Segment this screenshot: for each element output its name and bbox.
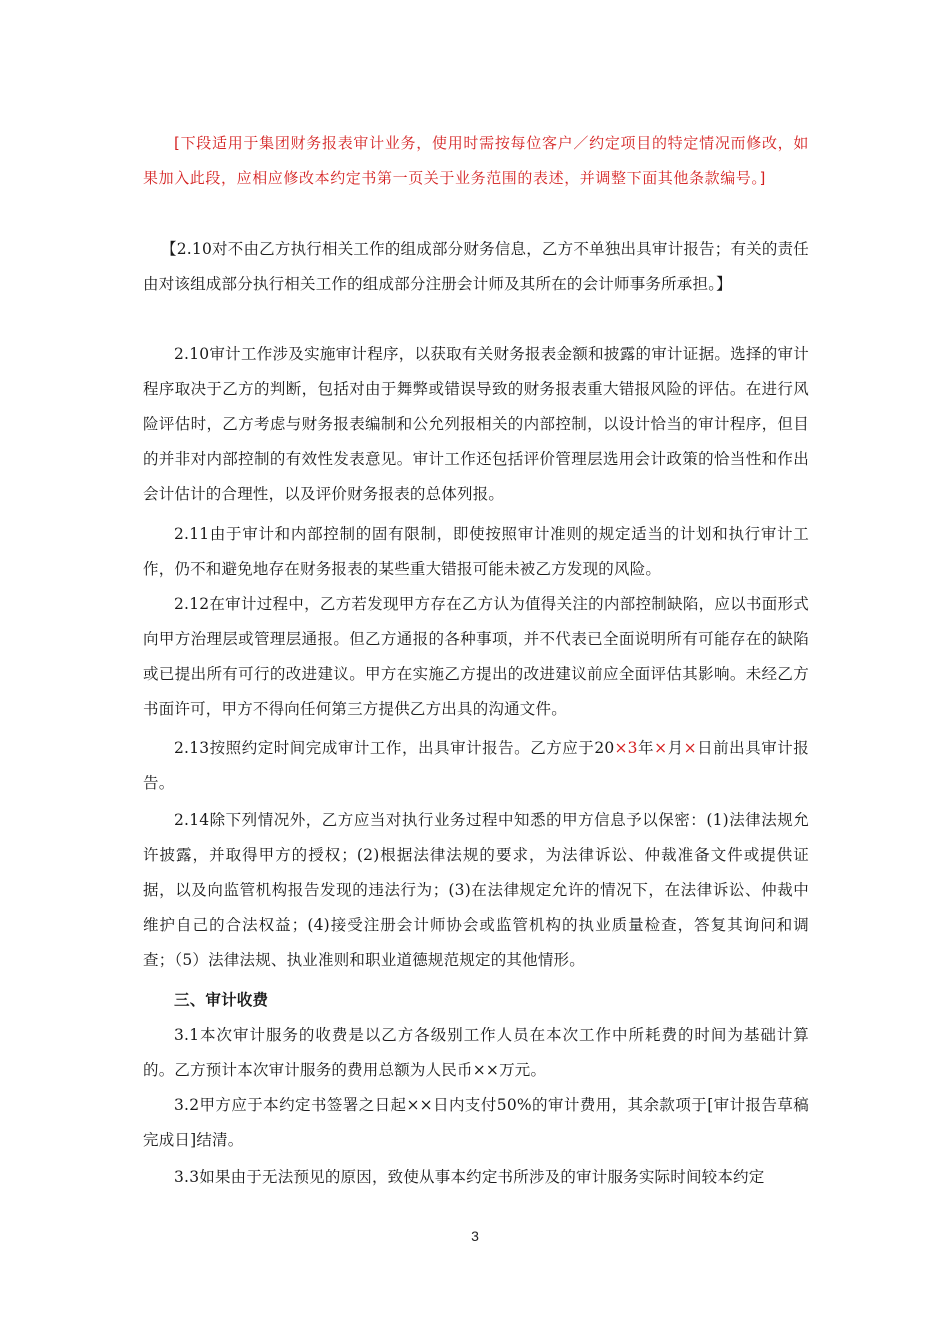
clause-2-11: 2.11由于审计和内部控制的固有限制，即使按照审计准则的规定适当的计划和执行审计工作，仍不和避免地存在财务报表的某些重大错报可能未被乙方发现的风险。 xyxy=(143,525,809,578)
placeholder-month: × xyxy=(654,739,668,757)
optional-clause xyxy=(143,232,809,302)
clause-3-3: 3.3如果由于无法预见的原因，致使从事本约定书所涉及的审计服务实际时间较本约定 xyxy=(174,1168,765,1186)
template-instruction-note: [下段适用于集团财务报表审计业务，使用时需按每位客户／约定项目的特定情况而修改，如果加入此段，应相应修改本约定书第一页关于业务范围的表述，并调整下面其他条款编号。] xyxy=(143,134,809,187)
section-3-heading-block xyxy=(143,983,809,1018)
placeholder-day: × xyxy=(683,739,697,757)
clause-2-13-text-1: 2.13按照约定时间完成审计工作，出具审计报告。乙方应于20 xyxy=(174,739,615,757)
clause-3-1-block xyxy=(143,1018,809,1088)
clause-2-10-block xyxy=(143,337,809,512)
red-note xyxy=(143,126,809,196)
page-number: 3 xyxy=(471,1228,479,1244)
section-heading: 三、审计收费 xyxy=(174,991,269,1009)
clause-2-13-text-3: 月 xyxy=(667,739,684,757)
clause-3-1: 3.1本次审计服务的收费是以乙方各级别工作人员在本次工作中所耗费的时间为基础计算的。乙方预计本次审计服务的费用总额为人民币××万元。 xyxy=(143,1026,809,1079)
clause-2-10: 2.10审计工作涉及实施审计程序，以获取有关财务报表金额和披露的审计证据。选择的审计程序取决于乙方的判断，包括对由于舞弊或错误导致的财务报表重大错报风险的评估。在进行风险评估时，乙方考虑与财务报表编制和公允列报相关的内部控制，以设计恰当的审计程序，但目的并非对内部控制的有效性发表意见。审计工作还包括评价管理层选用会计政策的恰当性和作出会计估计的合理性，以及评价财务报表的总体列报。 xyxy=(143,345,809,503)
clause-2-13 xyxy=(143,731,809,801)
clause-2-12: 2.12在审计过程中，乙方若发现甲方存在乙方认为值得关注的内部控制缺陷，应以书面形式向甲方治理层或管理层通报。但乙方通报的各种事项，并不代表已全面说明所有可能存在的缺陷或已提出所有可行的改进建议。甲方在实施乙方提出的改进建议前应全面评估其影响。未经乙方书面许可，甲方不得向任何第三方提供乙方出具的沟通文件。 xyxy=(143,595,809,718)
placeholder-year: ×3 xyxy=(614,739,638,757)
clause-3-3-block xyxy=(143,1160,809,1195)
clause-2-13-text-4: 日前出具审计报告。 xyxy=(143,739,809,792)
clause-2-11-block xyxy=(143,517,809,587)
clause-2-10-bracketed: 【2.10对不由乙方执行相关工作的组成部分财务信息，乙方不单独出具审计报告；有关的责任由对该组成部分执行相关工作的组成部分注册会计师及其所在的会计师事务所承担。】 xyxy=(143,240,809,293)
clause-2-13-text-2: 年 xyxy=(637,739,655,757)
clause-3-2-block xyxy=(143,1088,809,1158)
clause-2-13-block xyxy=(143,731,809,801)
clause-3-2: 3.2甲方应于本约定书签署之日起××日内支付50%的审计费用，其余款项于[审计报告草稿完成日]结清。 xyxy=(143,1096,809,1149)
clause-2-12-block xyxy=(143,587,809,727)
clause-2-14: 2.14除下列情况外，乙方应当对执行业务过程中知悉的甲方信息予以保密：(1)法律法规允许披露，并取得甲方的授权；(2)根据法律法规的要求，为法律诉讼、仲裁准备文件或提供证据，以及向监管机构报告发现的违法行为；(3)在法律规定允许的情况下，在法律诉讼、仲裁中维护自己的合法权益；(4)接受注册会计师协会或监管机构的执业质量检查，答复其询问和调查；（5）法律法规、执业准则和职业道德规范规定的其他情形。 xyxy=(143,811,809,969)
clause-2-14-block xyxy=(143,803,809,978)
